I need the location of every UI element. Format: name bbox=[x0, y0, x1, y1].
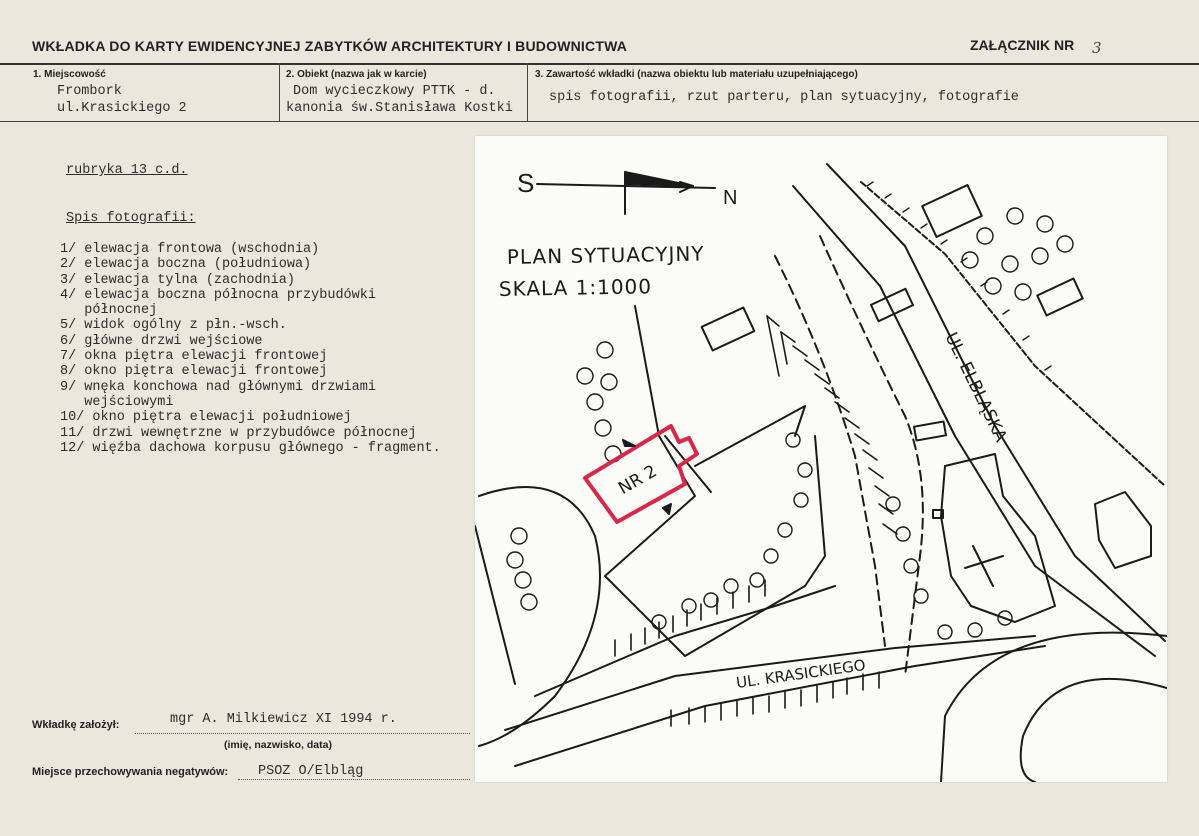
list-item: 7/ okna piętra elewacji frontowej bbox=[60, 349, 328, 365]
location-label: 1. Miejscowość bbox=[33, 69, 106, 80]
location-line1: Frombork bbox=[57, 84, 122, 99]
site-plan-drawing bbox=[475, 136, 1167, 782]
street-krasickiego bbox=[515, 646, 1045, 766]
form-title: WKŁADKA DO KARTY EWIDENCYJNEJ ZABYTKÓW ARCHITEKTURY I BUDOWNICTWA bbox=[32, 38, 628, 54]
location-line2: ul.Krasickiego 2 bbox=[57, 101, 187, 116]
roundabout-island bbox=[1021, 679, 1167, 782]
object-line2: kanonia św.Stanisława Kostki bbox=[286, 101, 513, 116]
site-plan-photo bbox=[475, 136, 1167, 782]
field-divider bbox=[279, 63, 280, 121]
list-item: wejściowymi bbox=[60, 394, 174, 410]
annex-label: ZAŁĄCZNIK NR bbox=[970, 37, 1075, 53]
list-item: 8/ okno piętra elewacji frontowej bbox=[60, 364, 328, 380]
object-label: 2. Obiekt (nazwa jak w karcie) bbox=[286, 69, 427, 80]
parking-stalls bbox=[767, 316, 897, 534]
path-segment bbox=[695, 406, 805, 466]
content-value: spis fotografii, rzut parteru, plan sytuacyjny, fotografie bbox=[549, 90, 1019, 105]
plan-title: PLAN SYTUACYJNY bbox=[506, 241, 705, 269]
compass-south: S bbox=[517, 168, 535, 198]
map-building bbox=[1095, 492, 1151, 568]
list-item: 3/ elewacja tylna (zachodnia) bbox=[60, 272, 295, 288]
list-item: 5/ widok ogólny z płn.-wsch. bbox=[60, 318, 287, 334]
author-value: mgr A. Milkiewicz XI 1994 r. bbox=[170, 712, 397, 727]
building-nr2-label: NR 2 bbox=[615, 461, 661, 499]
photo-list bbox=[60, 242, 441, 456]
map-building bbox=[702, 307, 755, 350]
list-item: 10/ okno piętra elewacji południowej bbox=[60, 410, 352, 426]
storage-value: PSOZ O/Elbląg bbox=[258, 764, 364, 779]
header-bottom-rule bbox=[0, 121, 1199, 122]
author-label: Wkładkę założył: bbox=[32, 719, 120, 731]
compass-north: N bbox=[723, 187, 738, 209]
street-krasickiego-label: UL. KRASICKIEGO bbox=[735, 655, 867, 692]
map-building bbox=[1037, 279, 1083, 316]
parking-stalls bbox=[615, 580, 879, 726]
header-top-rule bbox=[0, 63, 1199, 65]
list-item: 2/ elewacja boczna (południowa) bbox=[60, 257, 312, 273]
list-item: 12/ więźba dachowa korpusu głównego - fragment. bbox=[60, 440, 441, 456]
church bbox=[933, 454, 1055, 622]
storage-label: Miejsce przechowywania negatywów: bbox=[32, 766, 229, 778]
map-building bbox=[914, 422, 946, 441]
map-building bbox=[871, 289, 913, 321]
list-item: północnej bbox=[60, 303, 158, 319]
list-item: 11/ drzwi wewnętrzne w przybudówce północnej bbox=[60, 425, 417, 441]
map-building bbox=[922, 185, 982, 237]
street-elblaska-label: UL. ELBLĄSKA bbox=[940, 329, 1011, 446]
field-divider bbox=[527, 63, 528, 121]
content-label: 3. Zawartość wkładki (nazwa obiektu lub materiału uzupełniającego) bbox=[535, 69, 858, 80]
list-item: 9/ wnęka konchowa nad głównymi drzwiami bbox=[60, 379, 376, 395]
plan-scale: SKALA 1:1000 bbox=[498, 274, 653, 301]
road-curve bbox=[475, 526, 515, 684]
list-item: 6/ główne drzwi wejściowe bbox=[60, 333, 263, 349]
author-hint: (imię, nazwisko, data) bbox=[224, 739, 332, 751]
author-line bbox=[135, 733, 470, 734]
list-item: 1/ elewacja frontowa (wschodnia) bbox=[60, 242, 320, 257]
object-line1: Dom wycieczkowy PTTK - d. bbox=[293, 84, 496, 99]
list-item: 4/ elewacja boczna północna przybudówki bbox=[60, 287, 376, 303]
photos-heading: Spis fotografii: bbox=[66, 211, 196, 226]
section-label: rubryka 13 c.d. bbox=[66, 163, 188, 178]
roundabout-edge bbox=[941, 633, 1167, 782]
tree-cluster bbox=[507, 342, 621, 610]
annex-number: 3 bbox=[1092, 39, 1102, 57]
compass bbox=[537, 172, 715, 214]
